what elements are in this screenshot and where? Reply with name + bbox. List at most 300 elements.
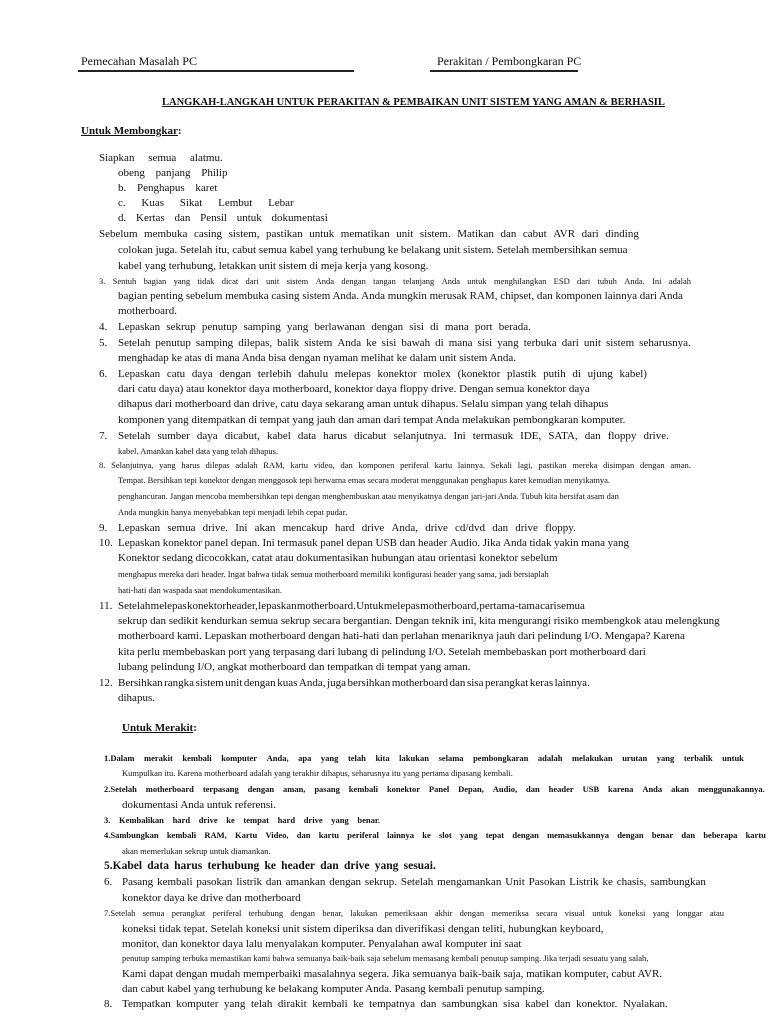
word: sambungkan <box>442 998 498 1010</box>
step-12-line <box>118 677 590 690</box>
word: dari <box>577 276 591 286</box>
word: apa <box>298 753 312 763</box>
word: 8. <box>99 460 106 470</box>
word: Anda, <box>266 753 289 763</box>
word: sisi <box>409 321 424 333</box>
step-number: 7. <box>99 430 108 442</box>
word: 2.Setelah <box>104 784 137 794</box>
word: Bersihkan <box>118 677 163 689</box>
word: kabel) <box>619 368 647 380</box>
word: berada. <box>498 321 531 333</box>
word: Anda <box>441 276 460 286</box>
word: Matikan <box>457 228 494 240</box>
word: yang <box>331 815 349 825</box>
word: lepaskan <box>258 600 297 612</box>
step-3-line <box>99 276 691 287</box>
word: USB <box>582 784 600 794</box>
word: dan <box>399 537 416 549</box>
step-8-line <box>99 460 691 471</box>
step-10-line <box>118 537 629 550</box>
word: Anda, <box>298 677 326 689</box>
word: penutup <box>201 321 238 333</box>
word: Jika <box>482 537 501 549</box>
word: sistem. <box>419 228 451 240</box>
word: sumber <box>157 430 190 442</box>
word: hard <box>277 815 296 825</box>
word: hard <box>172 815 191 825</box>
word: di <box>435 337 444 349</box>
word: sambungkan <box>650 876 706 888</box>
word: yang <box>320 753 339 763</box>
word: video, <box>313 460 335 470</box>
word: telanjang <box>403 276 435 286</box>
step-number: 12. <box>99 677 113 689</box>
step-8-line: Tempat. Bersihkan tepi konektor dengan menggosok tepi berwarna emas secara moderat menggunakan penghapus karet kemudian menyikatnya. <box>118 475 611 485</box>
word: kita <box>375 753 390 763</box>
word: Anda <box>315 276 335 286</box>
word: ESD <box>553 276 570 286</box>
word: dan <box>554 998 571 1010</box>
step-2-line <box>99 228 639 241</box>
word: termasuk <box>472 430 514 442</box>
header-rule-left <box>78 70 354 72</box>
word: sistem, <box>228 228 260 240</box>
step-number: 6. <box>104 876 113 888</box>
step-number: 6. <box>99 368 108 380</box>
word: unit <box>583 337 601 349</box>
word: unit <box>396 228 414 240</box>
word: memeriksa <box>491 908 529 918</box>
step-number: 11. <box>99 600 113 612</box>
word: ke <box>422 830 431 840</box>
word: terhubung <box>248 908 284 918</box>
step-number: 8. <box>104 998 113 1010</box>
word: tidak <box>529 537 552 549</box>
word: lainnya <box>387 830 415 840</box>
word: catu <box>166 368 186 380</box>
word: Lepaskan <box>118 537 161 549</box>
word: dan <box>265 876 282 888</box>
document-title: LANGKAH-LANGKAH UNTUK PERAKITAN & PEMBAIKAN UNIT SISTEM YANG AMAN & BERHASIL <box>162 97 665 108</box>
word: sisi <box>381 337 397 349</box>
word: kartu <box>290 460 308 470</box>
word: cari <box>540 600 557 612</box>
word: 3. <box>104 815 111 825</box>
word: dan <box>340 460 353 470</box>
word: dan <box>500 228 517 240</box>
step-11-line: sekrup dan sedikit kendurkan semua sekrup secara bergantian. Dengan teknik ini, kita mengurangi risiko membengkok atau melengkung <box>118 615 720 627</box>
word: untuk <box>722 753 744 763</box>
word: Audio, <box>492 784 518 794</box>
word: depan <box>346 537 373 549</box>
word: pertama-tama <box>479 600 540 612</box>
step-10-line: hati-hati dan waspada saat mendokumentasikan. <box>118 585 283 595</box>
word: urutan <box>622 753 648 763</box>
word: motherboard, <box>420 600 480 612</box>
word: karena <box>608 784 634 794</box>
word: dahulu <box>298 368 329 380</box>
word: yang <box>159 460 176 470</box>
assembly-step-5 <box>104 860 436 873</box>
assembly-step-7-line <box>104 908 724 919</box>
word: lakukan <box>350 908 378 918</box>
word: dengan <box>617 830 644 840</box>
word: melepas <box>334 368 371 380</box>
word: konektor <box>386 784 420 794</box>
word: header <box>548 784 574 794</box>
word: casing <box>193 228 223 240</box>
word: kartu <box>434 460 453 470</box>
word: ke <box>226 815 235 825</box>
step-2-line: colokan juga. Setelah itu, cabut semua kabel yang terhubung ke belakang unit sistem. Setelah membersihkan semua <box>118 244 628 256</box>
word: disimpan <box>603 460 635 470</box>
assembly-step-7-line: koneksi tidak tepat. Setelah koneksi unit sistem diperiksa dan diverifikasi dengan teliti, hubungkan keyboard, <box>122 923 604 935</box>
step-8-line: penghancuran. Jangan mencoba membersihkan tepi dengan menghembuskan atau menyikatnya dengan jari-jari Anda. Tubuh kita bersifat asam dan <box>118 491 619 501</box>
word: dicabut, <box>224 430 260 442</box>
word: sekrup. <box>364 876 397 888</box>
word: dan <box>584 430 601 442</box>
word: 7.Setelah <box>104 908 136 918</box>
step-number: 4. <box>99 321 108 333</box>
word: Audio. <box>449 537 481 549</box>
word: dengan <box>459 908 485 918</box>
word: telah <box>347 753 366 763</box>
word: terlebih <box>257 368 292 380</box>
word: (konektor <box>457 368 501 380</box>
word: drive. <box>643 430 669 442</box>
word: header, <box>226 600 258 612</box>
word: mereka <box>572 460 598 470</box>
word: drive <box>198 815 218 825</box>
word: port <box>474 321 493 333</box>
word: yakin <box>554 537 579 549</box>
word: 3. <box>99 276 106 286</box>
step-9-line <box>118 522 576 535</box>
step-11-line: motherboard kami. Lepaskan motherboard dengan hati-hati dan perlahan menariknya jauh dari pelindung I/O. Mengapa? Karena <box>118 630 685 642</box>
word: motherboard <box>391 677 449 689</box>
word: Unit <box>505 876 525 888</box>
step-6-line: dari catu daya) atau konektor daya motherboard, konektor daya floppy drive. Dengan semua konektor daya <box>118 383 590 395</box>
word: ke <box>353 998 364 1010</box>
word: daya <box>196 430 218 442</box>
word: Setelah <box>118 600 151 612</box>
word: pasokan <box>196 876 233 888</box>
word: penutup <box>155 337 191 349</box>
word: terbuka <box>523 337 557 349</box>
word: akhir <box>434 908 453 918</box>
word: terpasang <box>202 784 239 794</box>
step-number: 5. <box>99 337 108 349</box>
word: semua <box>167 522 196 534</box>
word: yang <box>286 321 309 333</box>
word: ke <box>602 876 613 888</box>
word: pembongkaran <box>473 753 529 763</box>
word: adalah <box>235 460 258 470</box>
word: hard <box>334 522 355 534</box>
step-11-line <box>118 600 585 613</box>
word: mana <box>581 537 605 549</box>
word: komputer <box>221 753 258 763</box>
word: dinding <box>605 228 639 240</box>
word: kabel <box>266 430 291 442</box>
word: Ini <box>652 276 662 286</box>
word: di <box>430 321 439 333</box>
word: benar <box>651 830 674 840</box>
word: tempat <box>243 815 269 825</box>
step-4-line <box>118 321 531 334</box>
assembly-step-7-line: dan cabut kabel yang terhubung ke belakang komputer Anda. Pasang kembali penutup samping. <box>122 983 545 995</box>
word: Selanjutnya, <box>111 460 154 470</box>
word: sistem <box>195 677 224 689</box>
word: yang <box>497 337 519 349</box>
header-left: Pemecahan Masalah PC <box>81 54 197 68</box>
word: dan <box>420 998 437 1010</box>
word: Kembalikan <box>119 815 164 825</box>
word: cabut <box>522 228 547 240</box>
word: Pasokan <box>528 876 566 888</box>
word: melepas <box>150 600 187 612</box>
word: dilepas, <box>238 337 273 349</box>
word: tubuh <box>597 276 617 286</box>
word: sistem <box>304 337 333 349</box>
assembly-step-4-line: akan memerlukan sekrup untuk diamankan. <box>122 846 271 856</box>
word: bersihkan <box>347 677 391 689</box>
word: berlawanan <box>314 321 366 333</box>
word: drive <box>515 522 538 534</box>
word: panel <box>320 537 345 549</box>
word: Pasang <box>122 876 154 888</box>
word: lainnya. <box>554 677 590 689</box>
word: akan <box>254 522 276 534</box>
word: untuk <box>467 276 487 286</box>
word: dengan <box>329 876 362 888</box>
word: melakukan <box>572 753 613 763</box>
word: putih <box>543 368 566 380</box>
assembly-step-4-line <box>104 830 766 841</box>
word: membuka <box>144 228 188 240</box>
word: beberapa <box>703 830 738 840</box>
word: di <box>572 368 581 380</box>
word: unit <box>266 276 280 286</box>
word: cd/dvd <box>455 522 485 534</box>
word: Lepaskan <box>118 321 161 333</box>
word: dengan <box>512 830 539 840</box>
step-7-line <box>118 430 669 443</box>
prepare-tools: Siapkan semua alatmu. <box>99 152 223 164</box>
word: chasis, <box>616 876 647 888</box>
word: pastikan <box>538 460 567 470</box>
word: adalah <box>668 276 691 286</box>
word: mengamankan <box>437 876 502 888</box>
word: kembali <box>182 753 212 763</box>
word: yang <box>652 908 670 918</box>
word: USB <box>375 537 397 549</box>
header-right: Perakitan / Pembongkaran PC <box>437 54 582 68</box>
word: seharusnya. <box>639 337 691 349</box>
word: Listrik <box>569 876 599 888</box>
word: akan <box>671 784 690 794</box>
word: mematikan <box>340 228 390 240</box>
word: longgar <box>676 908 703 918</box>
word: selama <box>438 753 464 763</box>
word: kartu <box>318 830 339 840</box>
word: lagi, <box>517 460 533 470</box>
word: yang <box>374 860 399 872</box>
word: Tempatkan <box>122 998 171 1010</box>
tool-item: obeng panjang Philip <box>118 167 228 179</box>
word: Lepaskan <box>118 368 161 380</box>
step-6-line: dihapus dari motherboard dan drive, catu daya sekarang aman untuk dihapus. Selalu simpan yang telah dihapus <box>118 398 609 410</box>
word: keras <box>529 677 554 689</box>
word: listrik <box>236 876 262 888</box>
word: motherboard <box>145 784 194 794</box>
word: dengan <box>371 321 404 333</box>
word: floppy <box>607 430 637 442</box>
word: menghilangkan <box>493 276 547 286</box>
word: dilepas <box>205 460 230 470</box>
word: Setelah <box>118 337 151 349</box>
word: juga <box>327 677 346 689</box>
word: floppy. <box>545 522 576 534</box>
word: bagian <box>143 276 167 286</box>
word: koneksi <box>618 908 646 918</box>
step-12-line: dihapus. <box>118 692 155 704</box>
word: perangkat <box>485 677 529 689</box>
word: Sekali <box>490 460 512 470</box>
word: Video, <box>265 830 289 840</box>
word: samping <box>195 337 234 349</box>
tool-item: d. Kertas dan Pensil untuk dokumentasi <box>118 212 328 224</box>
word: data <box>147 860 169 872</box>
word: semua <box>556 600 585 612</box>
word: konektor. <box>576 998 618 1010</box>
word: konektor <box>377 368 417 380</box>
word: melepas <box>383 600 420 612</box>
word: slot <box>439 830 452 840</box>
word: Anda <box>337 337 362 349</box>
word: 4.Sambungkan <box>104 830 159 840</box>
word: rangka <box>164 677 195 689</box>
word: dengan <box>243 677 276 689</box>
word: secara <box>536 908 558 918</box>
assembly-step-1-line <box>104 753 744 764</box>
word: sesuai. <box>403 860 436 872</box>
word: dan <box>492 522 509 534</box>
word: komponen <box>358 460 395 470</box>
step-number: 9. <box>99 522 108 534</box>
word: 5.Kabel <box>104 860 143 872</box>
word: pemeriksaan <box>384 908 428 918</box>
word: dengan <box>290 908 316 918</box>
word: ke <box>366 337 377 349</box>
word: plastik <box>507 368 537 380</box>
word: Anda. <box>624 276 645 286</box>
step-3-line: motherboard. <box>118 305 177 317</box>
word: panel <box>204 537 229 549</box>
word: Setelah <box>400 876 434 888</box>
word: perangkat <box>171 908 206 918</box>
word: amankan <box>285 876 326 888</box>
word: tempatnya <box>369 998 415 1010</box>
word: lainnya. <box>457 460 485 470</box>
word: yang <box>656 753 675 763</box>
word: yang <box>607 537 629 549</box>
word: drive <box>343 860 370 872</box>
word: yang <box>173 276 191 286</box>
word: header <box>281 860 316 872</box>
word: molex <box>423 368 451 380</box>
word: drive <box>425 522 448 534</box>
word: samping <box>243 321 281 333</box>
word: Kartu <box>235 830 258 840</box>
assembly-step-6-line <box>122 876 706 889</box>
word: harus <box>181 460 200 470</box>
word: periferal <box>347 830 379 840</box>
word: memasukkannya <box>547 830 609 840</box>
word: benar. <box>357 815 380 825</box>
word: sistem <box>286 276 309 286</box>
word: dengan <box>247 784 275 794</box>
word: RAM, <box>263 460 285 470</box>
word: terhubung <box>207 860 260 872</box>
assembly-step-7-line: monitor, dan konektor daya lalu menyalakan komputer. Penyalahan awal komputer ini saat <box>122 938 522 950</box>
step-6-line <box>118 368 647 381</box>
word: Ini <box>262 537 275 549</box>
word: Ini <box>453 430 466 442</box>
word: atau <box>709 908 724 918</box>
word: telah <box>250 998 273 1010</box>
word: dicabut <box>354 430 387 442</box>
assembly-step-1-line: Kumpulkan itu. Karena motherboard adalah yang terakhir dihapus, seharusnya itu yang pertama dipasang kembali. <box>122 768 513 778</box>
word: Nyalakan. <box>622 998 668 1010</box>
word: kembali <box>312 998 348 1010</box>
word: tepat <box>485 830 505 840</box>
assembly-step-7-line: penutup samping terbuka memastikan kami bahwa semuanya baik-baik saja sebelum memasang kembali penutup samping. Jika terjadi sesuatu yang salah, <box>122 953 649 963</box>
word: kartu <box>745 830 766 840</box>
word: sisa <box>466 677 484 689</box>
word: Depan, <box>458 784 484 794</box>
word: daya <box>191 368 213 380</box>
step-11-line: kita perlu membebaskan port yang terpasang dari lubang di pelindung I/O. Setelah membebaskan port motherboard dari <box>118 646 646 658</box>
word: kabel <box>525 998 550 1010</box>
word: periferal <box>400 460 429 470</box>
step-5-line: menghadap ke atas di mana Anda bisa dengan nyaman melihat ke dalam unit sistem Anda. <box>118 352 517 364</box>
word: mana <box>444 321 469 333</box>
word: dan <box>320 860 339 872</box>
step-2-line: kabel yang terhubung, letakkan unit sistem di meja kerja yang kosong. <box>118 260 429 272</box>
word: kembali <box>166 830 197 840</box>
word: kuas <box>277 677 298 689</box>
word: Untuk <box>356 600 384 612</box>
word: termasuk <box>277 537 318 549</box>
word: dengan <box>219 368 252 380</box>
word: Sebelum <box>99 228 138 240</box>
word: mana <box>448 337 473 349</box>
word: periferal <box>212 908 242 918</box>
word: visual <box>564 908 585 918</box>
word: RAM, <box>204 830 227 840</box>
step-number: 10. <box>99 537 113 549</box>
word: dari <box>581 228 599 240</box>
word: dengan <box>341 276 366 286</box>
word: mencakup <box>282 522 328 534</box>
word: Anda <box>503 537 527 549</box>
word: unit <box>225 677 243 689</box>
tool-item: b. Penghapus karet <box>118 182 218 194</box>
word: bawah <box>401 337 431 349</box>
word: sisa <box>503 998 520 1010</box>
step-6-line: komponen yang ditempatkan di tempat yang jauh dan aman dari tempat Anda melakukan pembongkaran komputer. <box>118 414 626 426</box>
